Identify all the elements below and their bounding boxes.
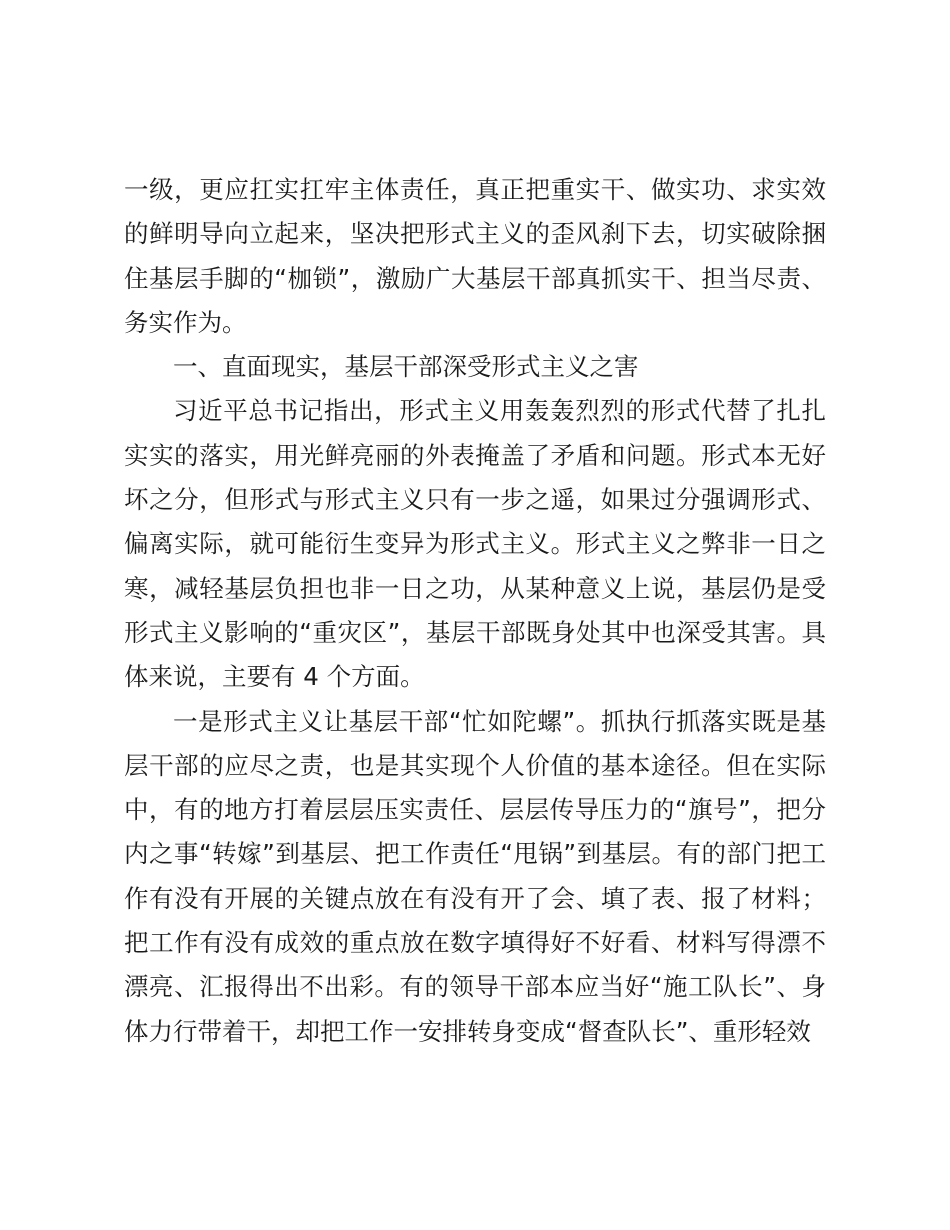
paragraph-point-one: 一是形式主义让基层干部“忙如陀螺”。抓执行抓落实既是基层干部的应尽之责，也是其实现个人价值的基本途径。但在实际中，有的地方打着层层压实责任、层层传导压力的“旗号”，把分内之事“转嫁”到基层、把工作责任“甩锅”到基层。有的部门把工作有没有开展的关键点放在有没有开了会、填了表、报了材料；把工作有没有成效的重点放在数字填得好不好看、材料写得漂不漂亮、汇报得出不出彩。有的领导干部本应当好“施工队长”、身体力行带着干，却把工作一安排转身变成“督查队长”、重形轻效 [124, 706, 826, 1046]
paragraph-intro: 习近平总书记指出，形式主义用轰轰烈烈的形式代替了扎扎实实的落实，用光鲜亮丽的外表掩盖了矛盾和问题。形式本无好坏之分，但形式与形式主义只有一步之遥，如果过分强调形式、偏离实际，就可能衍生变异为形式主义。形式主义之弊非一日之寒，减轻基层负担也非一日之功，从某种意义上说，基层仍是受形式主义影响的“重灾区”，基层干部既身处其中也深受其害。具体来说，主要有 4 个方面。 [124, 396, 826, 692]
section-heading: 一、直面现实，基层干部深受形式主义之害 [173, 352, 639, 382]
document-body [124, 168, 826, 1054]
paragraph-continuation: 一级，更应扛实扛牢主体责任，真正把重实干、做实功、求实效的鲜明导向立起来，坚决把形式主义的歪风刹下去，切实破除捆住基层手脚的“枷锁”，激励广大基层干部真抓实干、担当尽责、务实作为。 [124, 175, 826, 337]
